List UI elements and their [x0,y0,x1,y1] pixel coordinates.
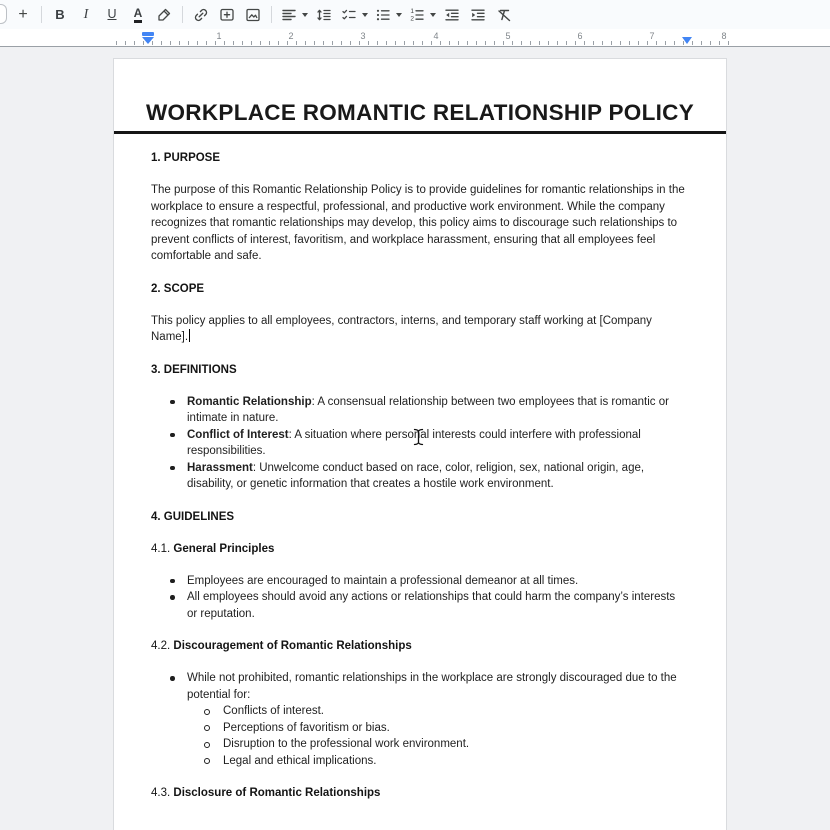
align-button[interactable] [278,3,310,27]
add-button[interactable] [11,3,35,27]
scope-paragraph[interactable] [151,313,688,346]
text-color-icon: A [134,7,143,23]
section-heading-guidelines[interactable]: 4. GUIDELINES [151,510,235,523]
ruler-number: 3 [360,31,366,41]
list-item[interactable] [151,573,688,590]
sub-list-item[interactable] [187,753,688,770]
subsection-heading-4-3[interactable] [151,786,688,801]
ruler-number: 7 [649,31,655,41]
indent-decrease-button[interactable] [440,3,464,27]
bold-icon: B [55,7,65,22]
ruler-number: 1 [216,31,222,41]
section-heading-definitions[interactable]: 3. DEFINITIONS [151,363,237,376]
text-caret [189,329,190,342]
plus-icon: + [18,5,28,23]
definition-text[interactable]: : A situation where personal interests could interfere with professional responsibilities. [187,428,641,457]
bulleted-list-button[interactable] [372,3,404,27]
general-principles-list [151,573,688,623]
underline-icon: U [107,7,117,22]
document-body[interactable] [114,151,726,830]
purpose-paragraph[interactable]: The purpose of this Romantic Relationship Policy is to provide guidelines for romantic relationships in the workplace to ensure a respectful, professional, and productive work environment. While the company recognizes that romantic relationships may develop, this policy aims to discourage such relationships to prevent conflicts of interest, favoritism, and workplace harassment, ensuring that all employees feel comfortable and safe. [151,184,685,262]
list-item[interactable] [151,460,688,493]
clear-formatting-icon [495,6,513,24]
italic-icon: I [83,6,89,22]
bulleted-list-icon [374,6,392,24]
indent-decrease-icon [443,6,461,24]
insert-image-button[interactable] [241,3,265,27]
left-indent-triangle-icon [142,37,154,44]
checklist-button[interactable] [338,3,370,27]
section-heading-scope[interactable]: 2. SCOPE [151,282,205,295]
definition-term[interactable]: Harassment [187,461,253,474]
line-spacing-button[interactable] [312,3,336,27]
first-line-indent-marker[interactable] [142,32,154,36]
ruler-number: 2 [288,31,294,41]
definition-term[interactable]: Conflict of Interest [187,428,289,441]
italic-button[interactable] [74,3,98,27]
comment-add-icon [218,6,236,24]
ibeam-cursor [412,428,425,446]
sub-list-item-text[interactable]: Disruption to the professional work environment. [223,738,470,750]
chevron-down-icon [430,13,436,17]
svg-text:1: 1 [410,7,415,15]
sub-list-item-text[interactable]: Conflicts of interest. [223,705,324,717]
list-item-text[interactable]: While not prohibited, romantic relationships in the workplace are strongly discouraged due to the potential for: [187,672,677,701]
sub-list-item[interactable] [187,703,688,720]
ruler-ticks [116,41,730,45]
list-item[interactable] [151,589,688,622]
list-item[interactable] [151,670,688,769]
clear-formatting-button[interactable] [492,3,516,27]
list-item-text[interactable]: Employees are encouraged to maintain a professional demeanor at all times. [187,574,579,587]
list-item-text[interactable]: All employees should avoid any actions or relationships that could harm the company’s interests or reputation. [187,591,676,620]
ruler-number: 5 [505,31,511,41]
line-spacing-icon [315,6,333,24]
horizontal-ruler[interactable] [0,29,830,47]
scope-text[interactable]: This policy applies to all employees, contractors, interns, and temporary staff working at [Company Name]. [151,314,652,343]
highlighter-icon [155,6,173,24]
chevron-down-icon [396,13,402,17]
ruler-number: 8 [721,31,727,41]
chevron-down-icon [302,13,308,17]
subsection-number[interactable]: 4.3. [151,787,171,799]
subsection-number[interactable]: 4.2. [151,640,171,652]
definition-text[interactable]: : A consensual relationship between two employees that is romantic or intimate in nature. [187,395,669,424]
subsection-heading-4-1[interactable] [151,542,688,557]
ruler-number: 6 [577,31,583,41]
insert-link-button[interactable] [189,3,213,27]
toolbar-cropped-control [0,4,7,24]
sub-list-item[interactable] [187,720,688,737]
numbered-list-button[interactable] [406,3,438,27]
underline-button[interactable] [100,3,124,27]
toolbar-divider [182,6,183,23]
align-left-icon [280,6,298,24]
section-heading-purpose[interactable]: 1. PURPOSE [151,152,221,164]
formatting-toolbar [0,0,830,29]
potential-issues-sublist [187,703,688,769]
sub-list-item-text[interactable]: Legal and ethical implications. [223,754,377,767]
toolbar-divider [41,6,42,23]
add-comment-button[interactable] [215,3,239,27]
subsection-title[interactable]: Discouragement of Romantic Relationships [173,640,412,652]
right-indent-marker[interactable] [682,37,692,44]
bold-button[interactable] [48,3,72,27]
text-color-button[interactable] [126,3,150,27]
indent-increase-button[interactable] [466,3,490,27]
definition-text[interactable]: : Unwelcome conduct based on race, color, religion, sex, national origin, age, disability, or genetic information that creates a hostile work environment. [187,461,645,490]
svg-text:2: 2 [410,15,415,22]
numbered-list-icon [408,6,426,24]
indent-increase-icon [469,6,487,24]
sub-list-item-text[interactable]: Perceptions of favoritism or bias. [223,721,390,734]
left-indent-marker[interactable] [142,32,154,44]
definition-term[interactable]: Romantic Relationship [187,395,312,408]
subsection-title[interactable]: Disclosure of Romantic Relationships [173,787,381,799]
link-icon [192,6,210,24]
ruler-number: 4 [433,31,439,41]
toolbar-divider [271,6,272,23]
subsection-number[interactable]: 4.1. [151,542,171,555]
document-title[interactable]: WORKPLACE ROMANTIC RELATIONSHIP POLICY [145,100,695,125]
list-item[interactable] [151,394,688,427]
sub-list-item[interactable] [187,736,688,753]
discouragement-list [151,670,688,769]
title-divider [114,131,726,134]
subsection-heading-4-2[interactable] [151,639,688,654]
checklist-icon [340,6,358,24]
highlight-button[interactable] [152,3,176,27]
subsection-title[interactable]: General Principles [173,542,275,555]
chevron-down-icon [362,13,368,17]
image-icon [244,6,262,24]
